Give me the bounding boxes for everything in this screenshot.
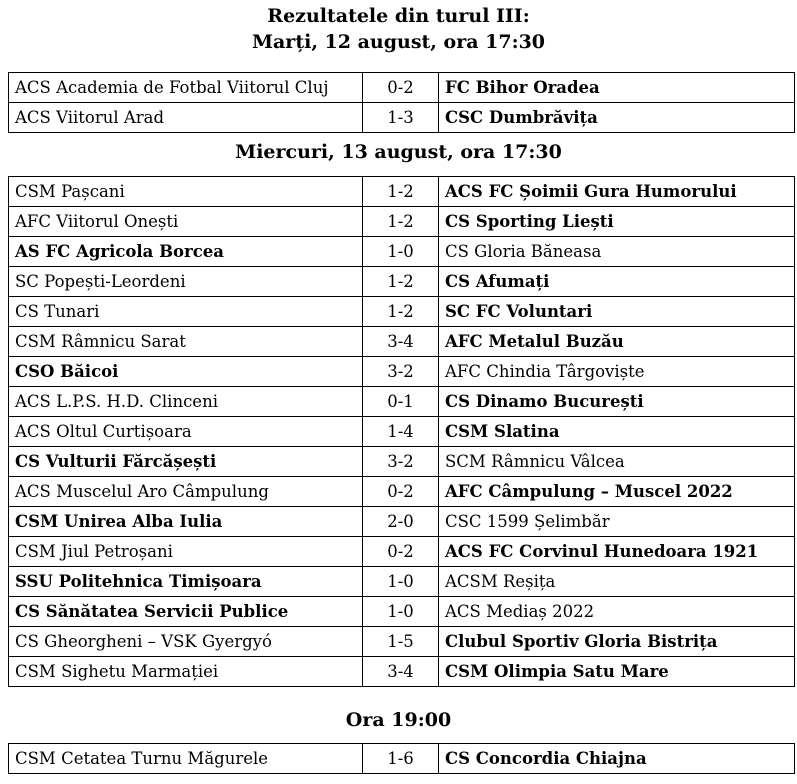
- match-row: [9, 477, 795, 507]
- match-score: 3-2: [363, 357, 439, 387]
- away-team: CS Afumați: [439, 267, 795, 297]
- match-score: 1-3: [363, 103, 439, 133]
- match-row: [9, 387, 795, 417]
- match-row: [9, 537, 795, 567]
- match-score: 1-0: [363, 597, 439, 627]
- home-team: AS FC Agricola Borcea: [9, 237, 363, 267]
- match-score: 3-4: [363, 657, 439, 687]
- home-team: CSM Râmnicu Sarat: [9, 327, 363, 357]
- match-score: 1-2: [363, 177, 439, 207]
- away-team: CS Dinamo București: [439, 387, 795, 417]
- match-score: 0-1: [363, 387, 439, 417]
- home-team: CS Vulturii Fărcășești: [9, 447, 363, 477]
- away-team: ACSM Reșița: [439, 567, 795, 597]
- away-team: ACS Mediaș 2022: [439, 597, 795, 627]
- home-team: CSO Băicoi: [9, 357, 363, 387]
- away-team: FC Bihor Oradea: [439, 73, 795, 103]
- away-team: ACS FC Șoimii Gura Humorului: [439, 177, 795, 207]
- match-row: [9, 567, 795, 597]
- match-score: 1-0: [363, 567, 439, 597]
- match-score: 1-6: [363, 744, 439, 774]
- match-row: [9, 417, 795, 447]
- match-score: 2-0: [363, 507, 439, 537]
- away-team: CSC Dumbrăvița: [439, 103, 795, 133]
- away-team: CSC 1599 Șelimbăr: [439, 507, 795, 537]
- results-table-tuesday: [8, 72, 795, 133]
- away-team: CS Concordia Chiajna: [439, 744, 795, 774]
- away-team: AFC Metalul Buzău: [439, 327, 795, 357]
- match-row: [9, 447, 795, 477]
- away-team: AFC Chindia Târgoviște: [439, 357, 795, 387]
- home-team: ACS Muscelul Aro Câmpulung: [9, 477, 363, 507]
- away-team: CS Gloria Băneasa: [439, 237, 795, 267]
- match-row: [9, 73, 795, 103]
- home-team: SSU Politehnica Timișoara: [9, 567, 363, 597]
- match-row: [9, 177, 795, 207]
- home-team: CSM Cetatea Turnu Măgurele: [9, 744, 363, 774]
- match-score: 0-2: [363, 477, 439, 507]
- match-row: [9, 657, 795, 687]
- match-score: 1-0: [363, 237, 439, 267]
- home-team: CS Tunari: [9, 297, 363, 327]
- match-row: [9, 297, 795, 327]
- page-title: Rezultatele din turul III:: [267, 5, 530, 27]
- home-team: CSM Pașcani: [9, 177, 363, 207]
- match-row: [9, 327, 795, 357]
- home-team: CSM Unirea Alba Iulia: [9, 507, 363, 537]
- match-row: [9, 267, 795, 297]
- away-team: SCM Râmnicu Vâlcea: [439, 447, 795, 477]
- home-team: CSM Sighetu Marmației: [9, 657, 363, 687]
- home-team: CSM Jiul Petroșani: [9, 537, 363, 567]
- match-score: 3-4: [363, 327, 439, 357]
- match-row: [9, 507, 795, 537]
- section-heading: Ora 19:00: [345, 709, 452, 731]
- match-score: 3-2: [363, 447, 439, 477]
- match-score: 0-2: [363, 73, 439, 103]
- match-row: [9, 744, 795, 774]
- away-team: CS Sporting Liești: [439, 207, 795, 237]
- away-team: CSM Olimpia Satu Mare: [439, 657, 795, 687]
- match-row: [9, 237, 795, 267]
- match-score: 1-2: [363, 207, 439, 237]
- match-score: 0-2: [363, 537, 439, 567]
- match-score: 1-2: [363, 267, 439, 297]
- home-team: ACS L.P.S. H.D. Clinceni: [9, 387, 363, 417]
- away-team: AFC Câmpulung – Muscel 2022: [439, 477, 795, 507]
- match-row: [9, 597, 795, 627]
- home-team: ACS Oltul Curtișoara: [9, 417, 363, 447]
- match-score: 1-4: [363, 417, 439, 447]
- home-team: ACS Academia de Fotbal Viitorul Cluj: [9, 73, 363, 103]
- home-team: AFC Viitorul Onești: [9, 207, 363, 237]
- away-team: CSM Slatina: [439, 417, 795, 447]
- match-score: 1-2: [363, 297, 439, 327]
- results-table-evening: [8, 743, 795, 774]
- match-score: 1-5: [363, 627, 439, 657]
- match-row: [9, 207, 795, 237]
- match-row: [9, 627, 795, 657]
- home-team: CS Sănătatea Servicii Publice: [9, 597, 363, 627]
- away-team: SC FC Voluntari: [439, 297, 795, 327]
- home-team: CS Gheorgheni – VSK Gyergyó: [9, 627, 363, 657]
- away-team: Clubul Sportiv Gloria Bistrița: [439, 627, 795, 657]
- results-table-wednesday: [8, 176, 795, 687]
- section-heading: Marți, 12 august, ora 17:30: [251, 31, 546, 53]
- match-row: [9, 357, 795, 387]
- away-team: ACS FC Corvinul Hunedoara 1921: [439, 537, 795, 567]
- match-row: [9, 103, 795, 133]
- section-heading: Miercuri, 13 august, ora 17:30: [235, 141, 562, 163]
- home-team: ACS Viitorul Arad: [9, 103, 363, 133]
- home-team: SC Popești-Leordeni: [9, 267, 363, 297]
